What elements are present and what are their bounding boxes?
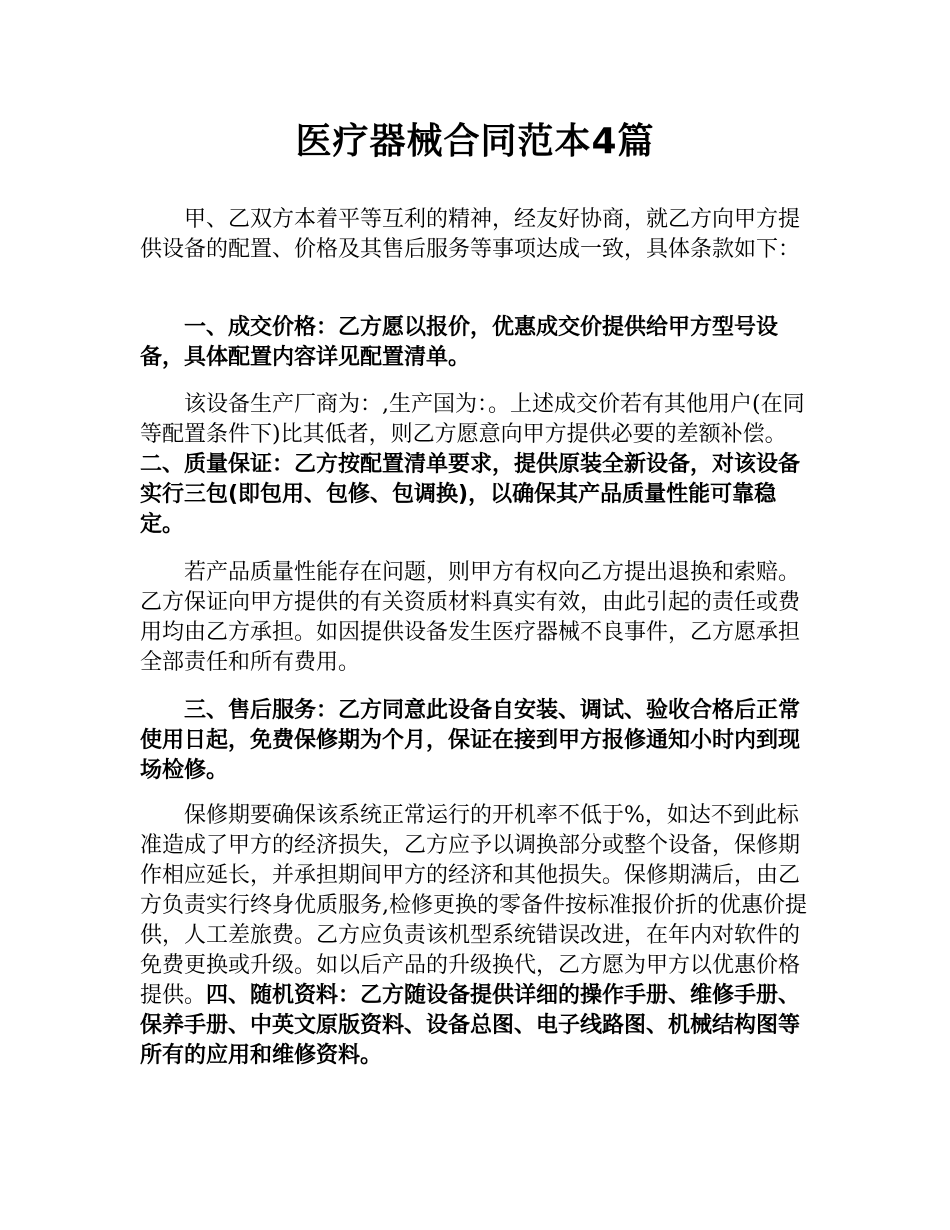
manufacturer-quality-paragraph: [140, 390, 816, 540]
warranty-text: 保修期要确保该系统正常运行的开机率不低于%，如达不到此标准造成了甲方的经济损失，乙方应予以调换部分或整个设备，保修期作相应延长，并承担期间甲方的经济和其他损失。保修期满后，由乙方负责实行终身优质服务,检修更换的零备件按标准报价折的优惠价提供，人工差旅费。乙方应负责该机型系统错误改进，在年内对软件的免费更换或升级。如以后产品的升级换代，乙方愿为甲方以优惠价格提供。: [140, 803, 807, 1008]
section-3-service-paragraph: 三、售后服务：乙方同意此设备自安装、调试、验收合格后正常使用日起，免费保修期为个月，保证在接到甲方报修通知小时内到现场检修。: [140, 698, 801, 783]
section-2-quality-text: 二、质量保证：乙方按配置清单要求，提供原装全新设备，对该设备实行三包(即包用、包修、包调换)，以确保其产品质量性能可靠稳定。: [140, 452, 801, 537]
document-title: 医疗器械合同范本4篇: [295, 121, 655, 162]
section-1-price-paragraph: 一、成交价格：乙方愿以报价，优惠成交价提供给甲方型号设备，具体配置内容详见配置清单。: [140, 315, 779, 370]
intro-paragraph: 甲、乙双方本着平等互利的精神，经友好协商，就乙方向甲方提供设备的配置、价格及其售后服务等事项达成一致，具体条款如下：: [140, 207, 801, 262]
section-4-materials-text: 四、随机资料：乙方随设备提供详细的操作手册、维修手册、保养手册、中英文原版资料、设备总图、电子线路图、机械结构图等所有的应用和维修资料。: [140, 983, 801, 1068]
warranty-materials-paragraph: [140, 801, 816, 1071]
claims-paragraph: 若产品质量性能存在问题，则甲方有权向乙方提出退换和索赔。乙方保证向甲方提供的有关资质材料真实有效，由此引起的责任或费用均由乙方承担。如因提供设备发生医疗器械不良事件，乙方愿承担全部责任和所有费用。: [140, 560, 801, 675]
manufacturer-text: 该设备生产厂商为：,生产国为：。上述成交价若有其他用户(在同等配置条件下)比其低者，则乙方愿意向甲方提供必要的差额补偿。: [140, 392, 805, 447]
